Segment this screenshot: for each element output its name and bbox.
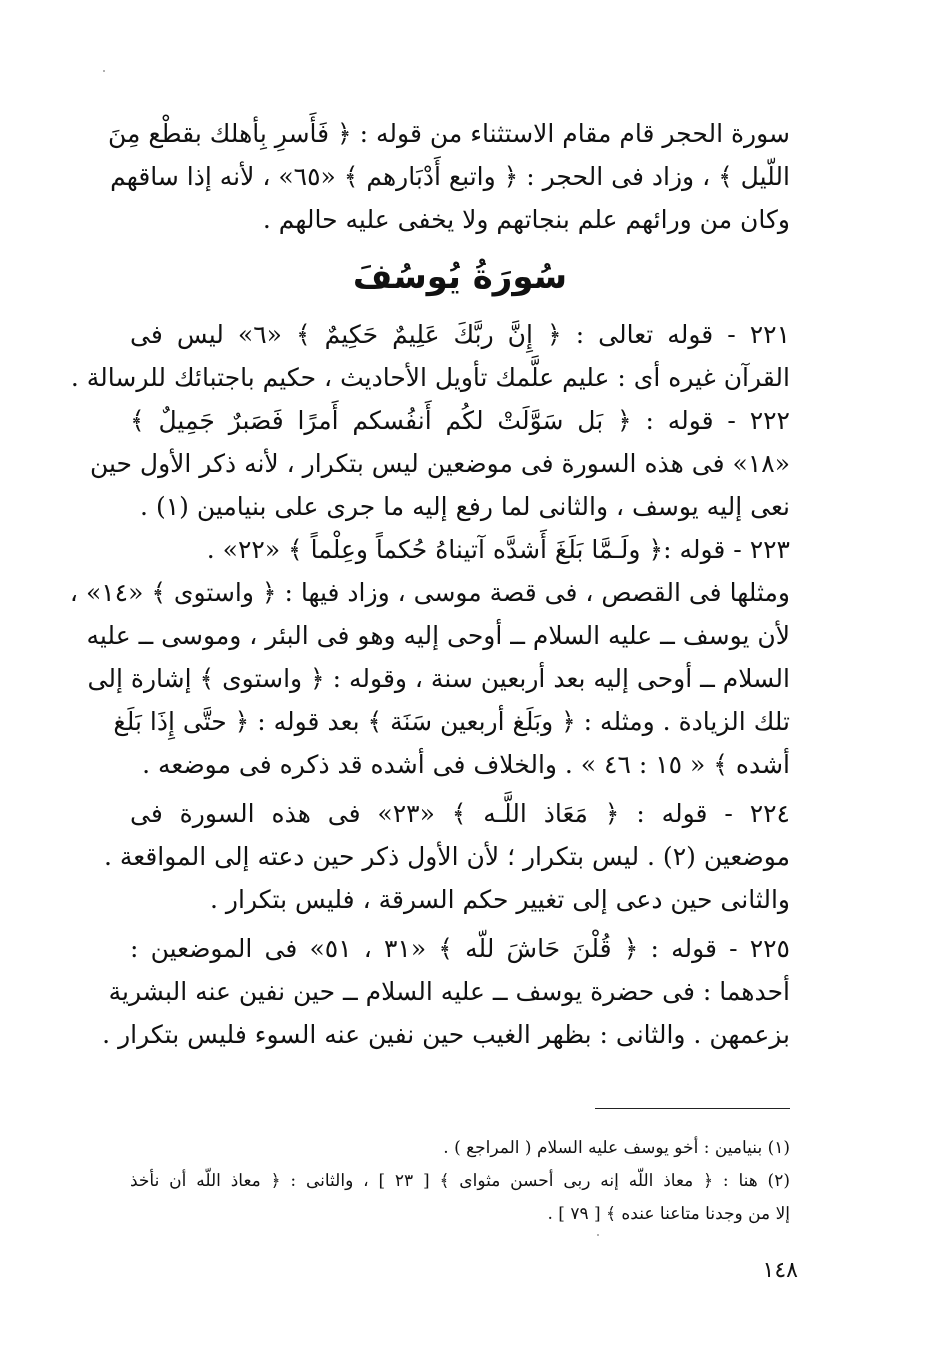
footnote-separator	[595, 1108, 790, 1109]
text-line: أحدهما : فى حضرة يوسف ــ عليه السلام ــ حين نفين عنه البشرية	[108, 977, 790, 1006]
text-line: ٢٢٣ - قوله :﴿ ولَـمَّا بَلَغَ أَشدَّه آتيناهُ حُكماً وعِلْماً ﴾ «٢٢» .	[206, 535, 790, 564]
footnotes	[130, 1132, 790, 1231]
text-line: ٢٢٢ - قوله : ﴿ بَل سَوَّلَتْ لكُم أَنفُسكم أَمرًا فَصَبرٌ جَمِيلٌ ﴾	[130, 406, 790, 435]
text-line: أشده ﴾ « ١٥ : ٤٦ » . والخلاف فى أشده قد ذكره فى موضعه .	[142, 750, 790, 779]
surah-title: سُورَةُ يُوسُفَ	[352, 257, 568, 297]
text-line: ومثلها فى القصص ، فى قصة موسى ، وزاد فيها : ﴿ واستوى ﴾ «١٤» ،	[69, 578, 790, 607]
text-line: «١٨» فى هذه السورة فى موضعين ليس بتكرار ، لأنه ذكر الأول حين	[89, 449, 790, 478]
speck-mark	[103, 70, 105, 72]
text-line: تلك الزيادة . ومثله : ﴿ وبَلَغ أربعين سَنَة ﴾ بعد قوله : ﴿ حتَّى إِذَا بَلَغ	[113, 707, 790, 736]
text-line: والثانى حين دعى إلى تغيير حكم السرقة ، فليس بتكرار .	[210, 885, 790, 914]
footnote-line: (١) بنيامين : أخو يوسف عليه السلام ( المراجع ) .	[443, 1138, 790, 1158]
text-line: القرآن غيره أى : عليم علَّمك تأويل الأحاديث ، حكيم باجتبائك للرسالة .	[70, 363, 790, 392]
text-line: نعى إليه يوسف ، والثانى لما رفع إليه ما جرى على بنيامين (١) .	[140, 492, 790, 521]
text-line: بزعمهن . والثانى : بظهر الغيب حين نفين عنه السوء فليس بتكرار .	[102, 1020, 790, 1049]
text-line: وكان من ورائهم علم بنجاتهم ولا يخفى عليه حالهم .	[262, 205, 790, 234]
text-line: ٢٢١ - قوله تعالى : ﴿ إِنَّ ربَّكَ عَلِيمٌ حَكِيمٌ ﴾ «٦» ليس فى	[130, 320, 791, 349]
footnote-line: إلا من وجدنا متاعنا عنده ﴾ [ ٧٩ ] .	[547, 1204, 790, 1224]
text-line: لأن يوسف ــ عليه السلام ــ أوحى إليه وهو فى البئر ، وموسى ــ عليه	[86, 621, 790, 650]
text-line: ٢٢٥ - قوله : ﴿ قُلْنَ حَاشَ للّه ﴾ «٣١ ، ٥١» فى الموضعين :	[130, 934, 790, 963]
speck-mark	[597, 1234, 599, 1236]
text-line: سورة الحجر قام مقام الاستثناء من قوله : ﴿ فَأَسرِ بِأهلك بقطْع مِنَ	[108, 119, 790, 148]
footnote-line: (٢) هنا : ﴿ معاذ اللّه إنه ربى أحسن مثواى ﴾ [ ٢٣ ] ، والثانى : ﴿ معاذ اللّه أن نأخذ	[130, 1171, 790, 1191]
text-line: موضعين (٢) . ليس بتكرار ؛ لأن الأول ذكر حين دعته إلى المواقعة .	[103, 842, 790, 871]
text-line: السلام ــ أوحى إليه بعد أربعين سنة ، وقوله : ﴿ واستوى ﴾ إشارة إلى	[87, 664, 790, 693]
page-body	[69, 112, 791, 1056]
text-line: اللّيل ﴾ ، وزاد فى الحجر : ﴿ واتبع أَدْبَارهم ﴾ «٦٥» ، لأنه إذا ساقهم	[110, 162, 790, 191]
page-number: ١٤٨	[762, 1258, 798, 1283]
text-line: ٢٢٤ - قوله : ﴿ مَعَاذ اللَّـه ﴾ «٢٣» فى هذه السورة فى	[130, 799, 790, 828]
